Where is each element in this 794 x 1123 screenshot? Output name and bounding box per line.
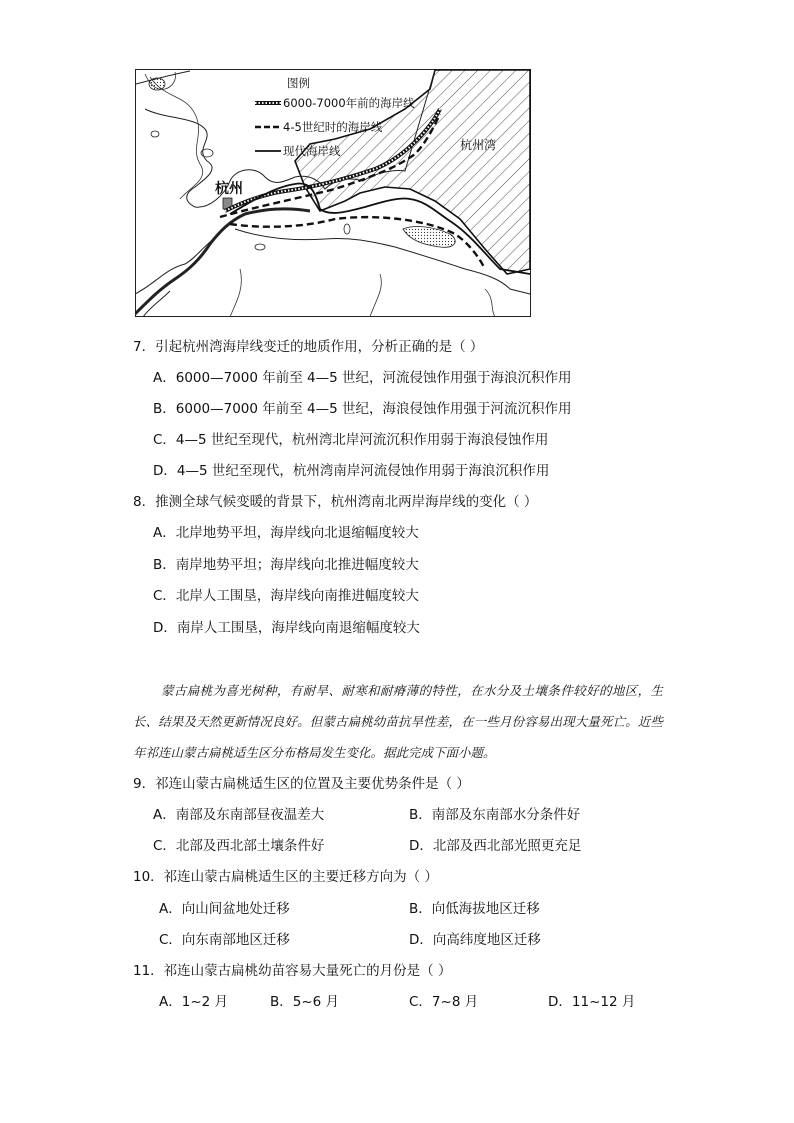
hangzhou-bay-map [135,69,531,317]
bay-label: 杭州湾 [460,138,497,152]
q9-option-b[interactable]: B．南部及东南部水分条件好 [409,807,581,823]
q9-option-a[interactable]: A．南部及东南部昼夜温差大 [153,807,325,823]
q7-option-a[interactable]: A．6000—7000 年前至 4—5 世纪，河流侵蚀作用强于海浪沉积作用 [153,370,572,386]
q8-option-d[interactable]: D．南岸人工围垦，海岸线向南退缩幅度较大 [153,620,420,636]
q9-option-c[interactable]: C．北部及西北部土壤条件好 [153,838,325,854]
passage-text: 蒙古扁桃为喜光树种，有耐旱、耐寒和耐瘠薄的特性，在水分及土壤条件较好的地区，生长、结果及天然更新情况良好。但蒙古扁桃幼苗抗旱性差，在一些月份容易出现大量死亡。近些年祁连山蒙古扁桃适生区分布格局发生变化。据此完成下面小题。 [133,683,663,760]
q7-option-b[interactable]: B．6000—7000 年前至 4—5 世纪，海浪侵蚀作用强于河流沉积作用 [153,401,572,417]
q7-option-c[interactable]: C．4—5 世纪至现代，杭州湾北岸河流沉积作用弱于海浪侵蚀作用 [153,432,549,448]
q8-option-a[interactable]: A．北岸地势平坦，海岸线向北退缩幅度较大 [153,525,419,541]
q10-option-d[interactable]: D．向高纬度地区迁移 [409,932,541,948]
question-9-stem: 9．祁连山蒙古扁桃适生区的位置及主要优势条件是（ ） [133,776,470,792]
q8-option-c[interactable]: C．北岸人工围垦，海岸线向南推进幅度较大 [153,588,419,604]
q10-option-b[interactable]: B．向低海拔地区迁移 [409,901,540,917]
legend-item-modern: 现代海岸线 [283,144,341,158]
city-label: 杭州 [215,181,243,197]
question-8-stem: 8．推测全球气候变暖的背景下，杭州湾南北两岸海岸线的变化（ ） [133,494,538,510]
question-10-stem: 10．祁连山蒙古扁桃适生区的主要迁移方向为（ ） [133,869,438,885]
q9-option-d[interactable]: D．北部及西北部光照更充足 [409,838,582,854]
question-7-stem: 7．引起杭州湾海岸线变迁的地质作用，分析正确的是（ ） [133,339,484,355]
q10-option-c[interactable]: C．向东南部地区迁移 [159,932,290,948]
legend-item-6000-7000: 6000-7000年前的海岸线 [283,96,415,110]
island [149,78,165,90]
q11-option-b[interactable]: B．5~6 月 [270,994,340,1010]
q11-option-c[interactable]: C．7~8 月 [409,994,479,1010]
q8-option-b[interactable]: B．南岸地势平坦；海岸线向北推进幅度较大 [153,557,419,573]
legend-item-4-5-century: 4-5世纪时的海岸线 [283,120,383,134]
legend-title: 图例 [287,76,310,90]
question-11-stem: 11．祁连山蒙古扁桃幼苗容易大量死亡的月份是（ ） [133,963,452,979]
q11-option-d[interactable]: D．11~12 月 [548,994,636,1010]
q11-option-a[interactable]: A．1~2 月 [159,994,229,1010]
reading-passage [133,675,663,768]
q10-option-a[interactable]: A．向山间盆地处迁移 [159,901,290,917]
q7-option-d[interactable]: D．4—5 世纪至现代，杭州湾南岸河流侵蚀作用弱于海浪沉积作用 [153,463,550,479]
